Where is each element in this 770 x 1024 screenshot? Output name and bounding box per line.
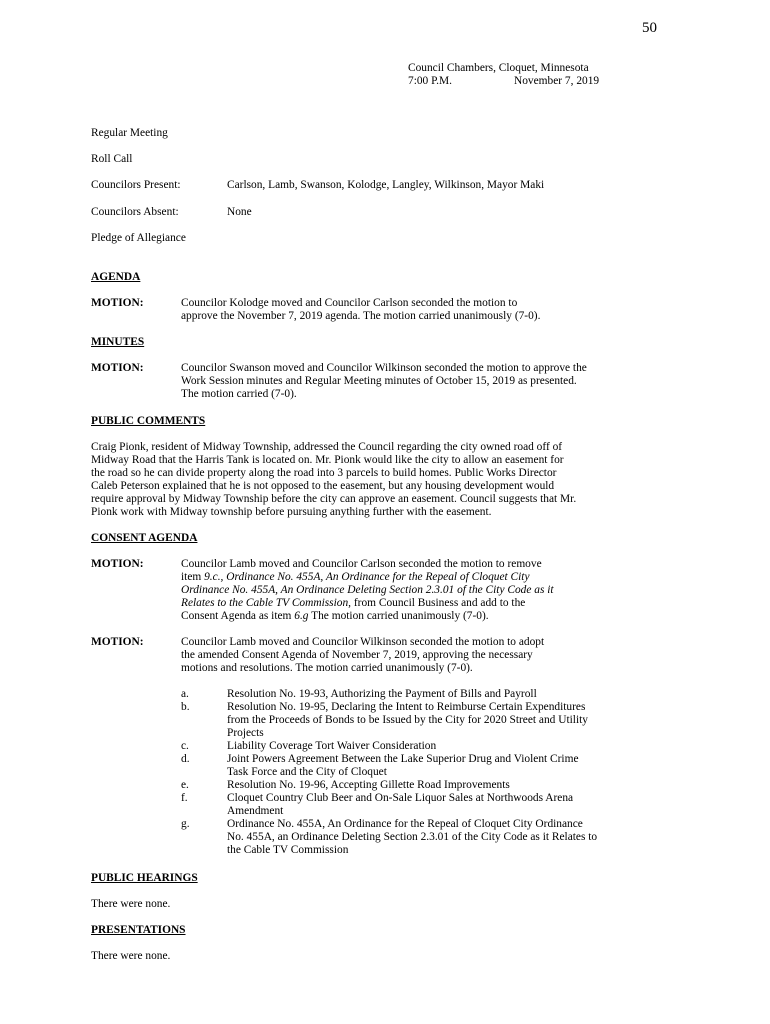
text-line: Councilor Lamb moved and Councilor Wilkinson seconded the motion to adopt <box>181 636 545 648</box>
consent-items-list <box>181 688 681 857</box>
list-item <box>181 779 681 792</box>
list-item-letter: e. <box>181 779 189 791</box>
text-line: Councilor Kolodge moved and Councilor Carlson seconded the motion to <box>181 297 518 309</box>
motion-label: MOTION: <box>91 636 144 648</box>
text-line <box>181 571 681 584</box>
consent-motion-adopt-text <box>181 636 681 675</box>
section-heading-agenda: AGENDA <box>91 271 141 283</box>
text-line <box>181 597 681 610</box>
text-line: Resolution No. 19-95, Declaring the Intent to Reimburse Certain Expenditures <box>227 701 586 713</box>
text-line: The motion carried (7-0). <box>181 388 297 400</box>
list-item <box>181 753 681 779</box>
list-item <box>181 701 681 740</box>
present-value: Carlson, Lamb, Swanson, Kolodge, Langley, Wilkinson, Mayor Maki <box>227 179 545 191</box>
motion-label: MOTION: <box>91 297 144 309</box>
text-line: No. 455A, an Ordinance Deleting Section 2.3.01 of the City Code as it Relates to <box>227 831 598 843</box>
text-line: Resolution No. 19-96, Accepting Gillette Road Improvements <box>227 779 510 791</box>
item-ref-italic: 6.g <box>294 610 309 622</box>
text-line: Pionk work with Midway township before pursuing anything further with the easement. <box>91 506 492 518</box>
list-item <box>181 818 681 857</box>
text-line: the amended Consent Agenda of November 7, 2019, approving the necessary <box>181 649 533 661</box>
list-item-letter: d. <box>181 753 190 765</box>
text-span: item <box>181 571 205 583</box>
text-line: Joint Powers Agreement Between the Lake Superior Drug and Violent Crime <box>227 753 579 765</box>
section-heading-public-comments: PUBLIC COMMENTS <box>91 415 206 427</box>
consent-motion-remove-text <box>181 558 681 623</box>
text-line <box>181 610 681 623</box>
list-item-text <box>227 740 681 753</box>
list-item-letter: g. <box>181 818 190 830</box>
text-line <box>181 584 681 597</box>
present-label: Councilors Present: <box>91 179 181 191</box>
text-span: from Council Business and add to the <box>351 597 526 609</box>
roll-call: Roll Call <box>91 153 133 165</box>
meeting-location: Council Chambers, Cloquet, Minnesota <box>408 62 589 74</box>
text-span: The motion carried unanimously (7-0). <box>308 610 489 622</box>
text-line: Councilor Swanson moved and Councilor Wilkinson seconded the motion to approve the <box>181 362 587 374</box>
public-hearings-text: There were none. <box>91 898 171 910</box>
text-span: Consent Agenda as item <box>181 610 295 622</box>
absent-label: Councilors Absent: <box>91 206 179 218</box>
presentations-text: There were none. <box>91 950 171 962</box>
text-line: Councilor Lamb moved and Councilor Carlson seconded the motion to remove <box>181 558 542 570</box>
absent-value: None <box>227 206 252 218</box>
section-heading-presentations: PRESENTATIONS <box>91 924 186 936</box>
list-item-text <box>227 792 681 818</box>
text-line: Amendment <box>227 805 284 817</box>
list-item-letter: c. <box>181 740 189 752</box>
ordinance-title-italic: Ordinance No. 455A, An Ordinance Deleting Section 2.3.01 of the City Code as it <box>181 584 554 596</box>
list-item-letter: b. <box>181 701 190 713</box>
section-heading-consent-agenda: CONSENT AGENDA <box>91 532 198 544</box>
text-line: Midway Road that the Harris Tank is located on. Mr. Pionk would like the city to allow an easement for <box>91 454 564 466</box>
text-line: motions and resolutions. The motion carried unanimously (7-0). <box>181 662 473 674</box>
list-item <box>181 740 681 753</box>
text-line: Ordinance No. 455A, An Ordinance for the Repeal of Cloquet City Ordinance <box>227 818 583 830</box>
text-line: the road so he can divide property along the road into 3 parcels to build homes. Public Works Director <box>91 467 557 479</box>
text-line: require approval by Midway Township before the city can approve an easement. Council suggests that Mr. <box>91 493 577 505</box>
list-item-text <box>227 701 681 740</box>
list-item-text <box>227 688 681 701</box>
text-line: the Cable TV Commission <box>227 844 349 856</box>
list-item-text <box>227 753 681 779</box>
agenda-motion-text <box>181 297 681 323</box>
page-number: 50 <box>642 20 657 36</box>
text-line: approve the November 7, 2019 agenda. The motion carried unanimously (7-0). <box>181 310 541 322</box>
text-line: Caleb Peterson explained that he is not opposed to the easement, but any housing development would <box>91 480 555 492</box>
section-heading-public-hearings: PUBLIC HEARINGS <box>91 872 198 884</box>
ordinance-title-italic: Relates to the Cable TV Commission, <box>181 597 352 609</box>
meeting-time-date <box>408 75 599 88</box>
text-line: Work Session minutes and Regular Meeting minutes of October 15, 2019 as presented. <box>181 375 577 387</box>
text-line: Cloquet Country Club Beer and On-Sale Liquor Sales at Northwoods Arena <box>227 792 574 804</box>
meeting-date: November 7, 2019 <box>514 75 600 87</box>
list-item-text <box>227 779 681 792</box>
motion-label: MOTION: <box>91 362 144 374</box>
text-line: Liability Coverage Tort Waiver Consideration <box>227 740 437 752</box>
public-comments-paragraph <box>91 441 691 519</box>
section-heading-minutes: MINUTES <box>91 336 145 348</box>
text-line: Projects <box>227 727 264 739</box>
text-line: Craig Pionk, resident of Midway Township, addressed the Council regarding the city owned road off of <box>91 441 563 453</box>
ordinance-title-italic: 9.c., Ordinance No. 455A, An Ordinance for the Repeal of Cloquet City <box>204 571 530 583</box>
list-item <box>181 688 681 701</box>
minutes-motion-text <box>181 362 681 401</box>
list-item-letter: f. <box>181 792 188 804</box>
list-item-text <box>227 818 681 857</box>
text-line: Resolution No. 19-93, Authorizing the Payment of Bills and Payroll <box>227 688 537 700</box>
motion-label: MOTION: <box>91 558 144 570</box>
text-line: Task Force and the City of Cloquet <box>227 766 387 778</box>
pledge-of-allegiance: Pledge of Allegiance <box>91 232 186 244</box>
text-line: from the Proceeds of Bonds to be Issued by the City for 2020 Street and Utility <box>227 714 588 726</box>
list-item-letter: a. <box>181 688 189 700</box>
meeting-time: 7:00 P.M. <box>408 75 452 87</box>
list-item <box>181 792 681 818</box>
meeting-type: Regular Meeting <box>91 127 168 139</box>
